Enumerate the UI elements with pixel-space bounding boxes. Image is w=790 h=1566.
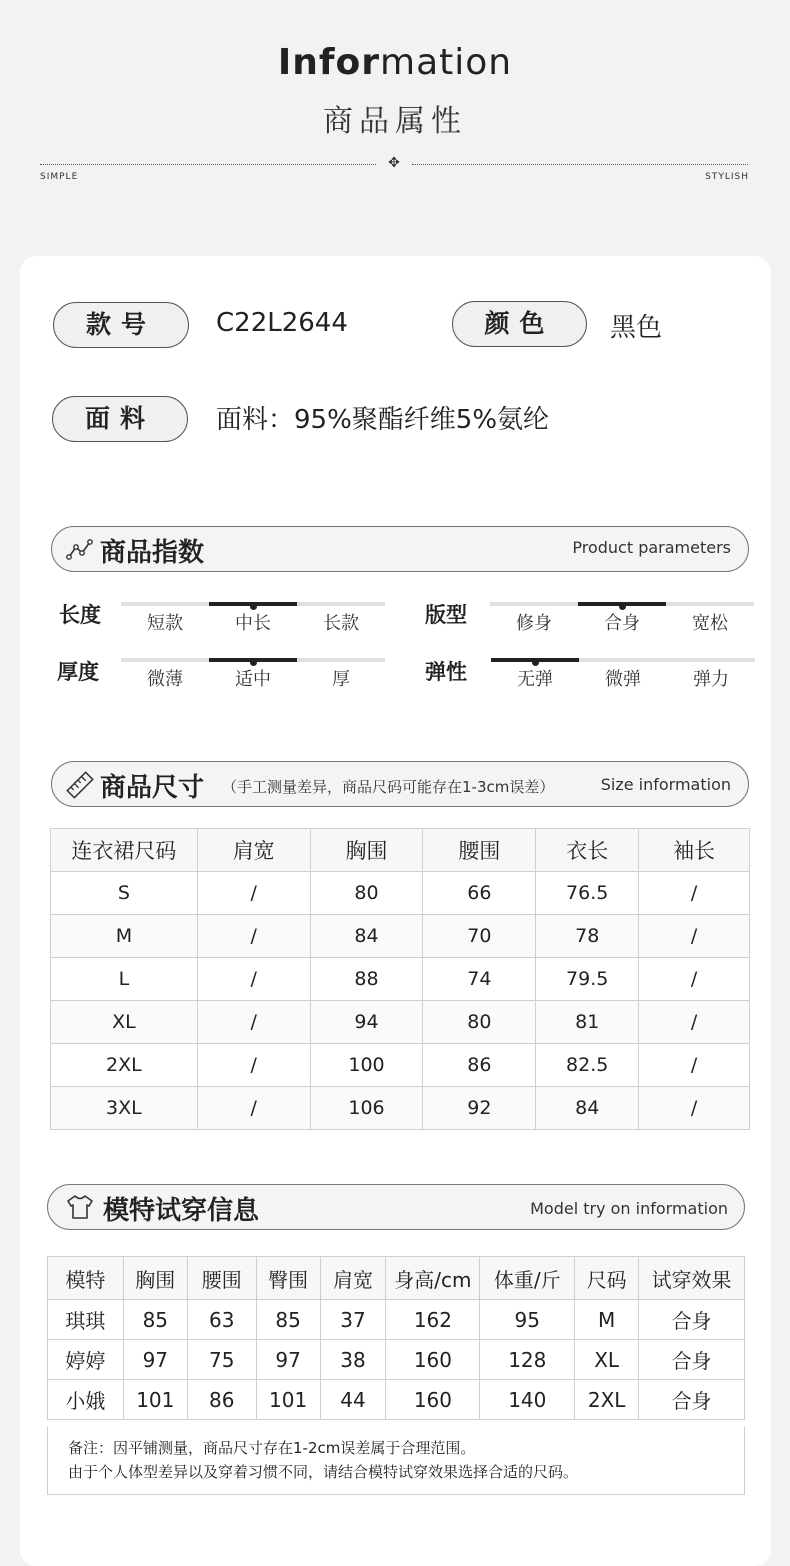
size-table-cell: / [197, 1001, 310, 1044]
size-table-cell: M [51, 915, 198, 958]
model-table-cell: 101 [123, 1380, 187, 1420]
model-table-cell: 75 [187, 1340, 256, 1380]
model-table-cell: 162 [386, 1300, 480, 1340]
size-table-cell: 84 [310, 915, 423, 958]
size-table-cell: 100 [310, 1044, 423, 1087]
model-table-cell: 97 [256, 1340, 320, 1380]
fit-label: 版型 [425, 603, 467, 627]
size-table-cell: 80 [423, 1001, 536, 1044]
size-table-cell: / [639, 1001, 750, 1044]
model-table-cell: 2XL [575, 1380, 639, 1420]
ruler-icon [66, 771, 94, 799]
index-option: 宽松 [692, 613, 728, 634]
model-table-header-cell: 试穿效果 [639, 1257, 745, 1300]
size-section-note: （手工测量差异，商品尺码可能存在1-3cm误差） [222, 778, 555, 796]
index-option: 微弹 [605, 669, 641, 690]
size-table-cell: XL [51, 1001, 198, 1044]
note-line-2: 由于个人体型差异以及穿着习惯不同，请结合模特试穿效果选择合适的尺码。 [68, 1463, 579, 1481]
model-table-cell: 85 [256, 1300, 320, 1340]
model-table-cell: 合身 [639, 1380, 745, 1420]
index-option: 修身 [516, 613, 552, 634]
size-table-cell: / [197, 1044, 310, 1087]
model-table-cell: 琪琪 [48, 1300, 124, 1340]
line-chart-icon [66, 538, 94, 562]
model-table-cell: 140 [480, 1380, 575, 1420]
index-section-title: 商品指数 [100, 538, 205, 568]
size-table-cell: 82.5 [536, 1044, 639, 1087]
size-table-cell: 86 [423, 1044, 536, 1087]
model-section-title: 模特试穿信息 [103, 1196, 260, 1226]
size-table-row [51, 958, 750, 1001]
model-table-cell: 97 [123, 1340, 187, 1380]
fabric-label: 面料 [52, 396, 188, 442]
size-table-row [51, 872, 750, 915]
model-table-header-cell: 尺码 [575, 1257, 639, 1300]
index-option: 合身 [604, 613, 640, 634]
size-table-header-cell: 连衣裙尺码 [51, 829, 198, 872]
model-table-cell: 婷婷 [48, 1340, 124, 1380]
model-table-header-cell: 模特 [48, 1257, 124, 1300]
model-table-cell: 小娥 [48, 1380, 124, 1420]
divider-right [412, 164, 748, 165]
size-table-header-cell: 胸围 [310, 829, 423, 872]
size-table-cell: / [639, 915, 750, 958]
index-option: 适中 [235, 669, 271, 690]
size-table-header-cell: 衣长 [536, 829, 639, 872]
model-table-cell: 101 [256, 1380, 320, 1420]
simple-tag: SIMPLE [40, 172, 79, 182]
size-table-header [51, 829, 750, 872]
index-option: 短款 [147, 613, 183, 634]
size-table-cell: 66 [423, 872, 536, 915]
size-table-cell: 88 [310, 958, 423, 1001]
size-table-row [51, 1087, 750, 1130]
title-light-part: mation [380, 42, 513, 83]
elasticity-label: 弹性 [425, 660, 467, 684]
model-table-header-cell: 胸围 [123, 1257, 187, 1300]
length-label: 长度 [59, 603, 101, 627]
page-title-en [0, 42, 790, 83]
size-table [50, 828, 750, 1130]
color-label: 颜色 [452, 301, 587, 347]
model-table-cell: M [575, 1300, 639, 1340]
index-section-subtitle: Product parameters [572, 538, 731, 557]
model-table-header-cell: 身高/cm [386, 1257, 480, 1300]
model-table-header-cell: 体重/斤 [480, 1257, 575, 1300]
model-table-header-cell: 肩宽 [320, 1257, 386, 1300]
size-table-cell: 2XL [51, 1044, 198, 1087]
model-table-row [48, 1340, 745, 1380]
model-table-cell: 86 [187, 1380, 256, 1420]
size-table-cell: 81 [536, 1001, 639, 1044]
size-table-cell: 94 [310, 1001, 423, 1044]
size-table-cell: / [639, 958, 750, 1001]
size-table-cell: 74 [423, 958, 536, 1001]
page-title-cn: 商品属性 [323, 104, 467, 139]
size-table-row [51, 1044, 750, 1087]
model-table-cell: 合身 [639, 1300, 745, 1340]
note-line-1: 备注：因平铺测量，商品尺寸存在1-2cm误差属于合理范围。 [68, 1439, 476, 1457]
size-table-cell: 84 [536, 1087, 639, 1130]
tshirt-icon [65, 1193, 95, 1221]
model-table-cell: 160 [386, 1380, 480, 1420]
size-table-row [51, 1001, 750, 1044]
model-table-cell: 95 [480, 1300, 575, 1340]
color-value: 黑色 [610, 313, 663, 343]
size-table-cell: S [51, 872, 198, 915]
index-option: 无弹 [517, 669, 553, 690]
divider-left [40, 164, 376, 165]
size-table-cell: 92 [423, 1087, 536, 1130]
stylish-tag: STYLISH [705, 172, 749, 182]
model-table-cell: 85 [123, 1300, 187, 1340]
index-option: 长款 [323, 613, 359, 634]
model-table-row [48, 1300, 745, 1340]
model-table-cell: 63 [187, 1300, 256, 1340]
model-table-header-cell: 臀围 [256, 1257, 320, 1300]
index-option: 弹力 [693, 669, 729, 690]
size-table-header-cell: 腰围 [423, 829, 536, 872]
size-table-cell: / [197, 958, 310, 1001]
size-table-cell: 78 [536, 915, 639, 958]
model-table-cell: 128 [480, 1340, 575, 1380]
size-table-cell: / [639, 1044, 750, 1087]
model-table-header [48, 1257, 745, 1300]
size-section-subtitle: Size information [600, 775, 731, 794]
size-table-row [51, 915, 750, 958]
size-table-cell: / [197, 915, 310, 958]
size-table-header-cell: 肩宽 [197, 829, 310, 872]
move-cross-icon: ✥ [388, 155, 400, 171]
thickness-label: 厚度 [57, 660, 99, 684]
size-table-cell: / [639, 872, 750, 915]
size-table-cell: 80 [310, 872, 423, 915]
model-table-cell: XL [575, 1340, 639, 1380]
size-section-title: 商品尺寸 [100, 773, 205, 803]
model-notes [47, 1426, 745, 1495]
size-table-cell: 106 [310, 1087, 423, 1130]
index-option: 微薄 [147, 669, 183, 690]
model-table-row [48, 1380, 745, 1420]
size-table-cell: / [639, 1087, 750, 1130]
title-bold-part: Infor [277, 42, 381, 83]
model-section-subtitle: Model try on information [530, 1199, 728, 1218]
style-no-value: C22L2644 [216, 308, 348, 338]
index-option: 厚 [332, 669, 350, 690]
size-table-cell: 76.5 [536, 872, 639, 915]
model-table-cell: 160 [386, 1340, 480, 1380]
model-table [47, 1256, 745, 1420]
model-table-cell: 38 [320, 1340, 386, 1380]
size-table-cell: 70 [423, 915, 536, 958]
size-table-cell: 79.5 [536, 958, 639, 1001]
index-option: 中长 [235, 613, 271, 634]
model-table-cell: 合身 [639, 1340, 745, 1380]
size-table-cell: L [51, 958, 198, 1001]
model-table-cell: 37 [320, 1300, 386, 1340]
size-table-header-cell: 袖长 [639, 829, 750, 872]
model-table-cell: 44 [320, 1380, 386, 1420]
size-table-cell: 3XL [51, 1087, 198, 1130]
fabric-value: 面料：95%聚酯纤维5%氨纶 [216, 405, 550, 435]
style-no-label: 款号 [53, 302, 189, 348]
size-table-cell: / [197, 1087, 310, 1130]
size-table-cell: / [197, 872, 310, 915]
model-table-header-cell: 腰围 [187, 1257, 256, 1300]
